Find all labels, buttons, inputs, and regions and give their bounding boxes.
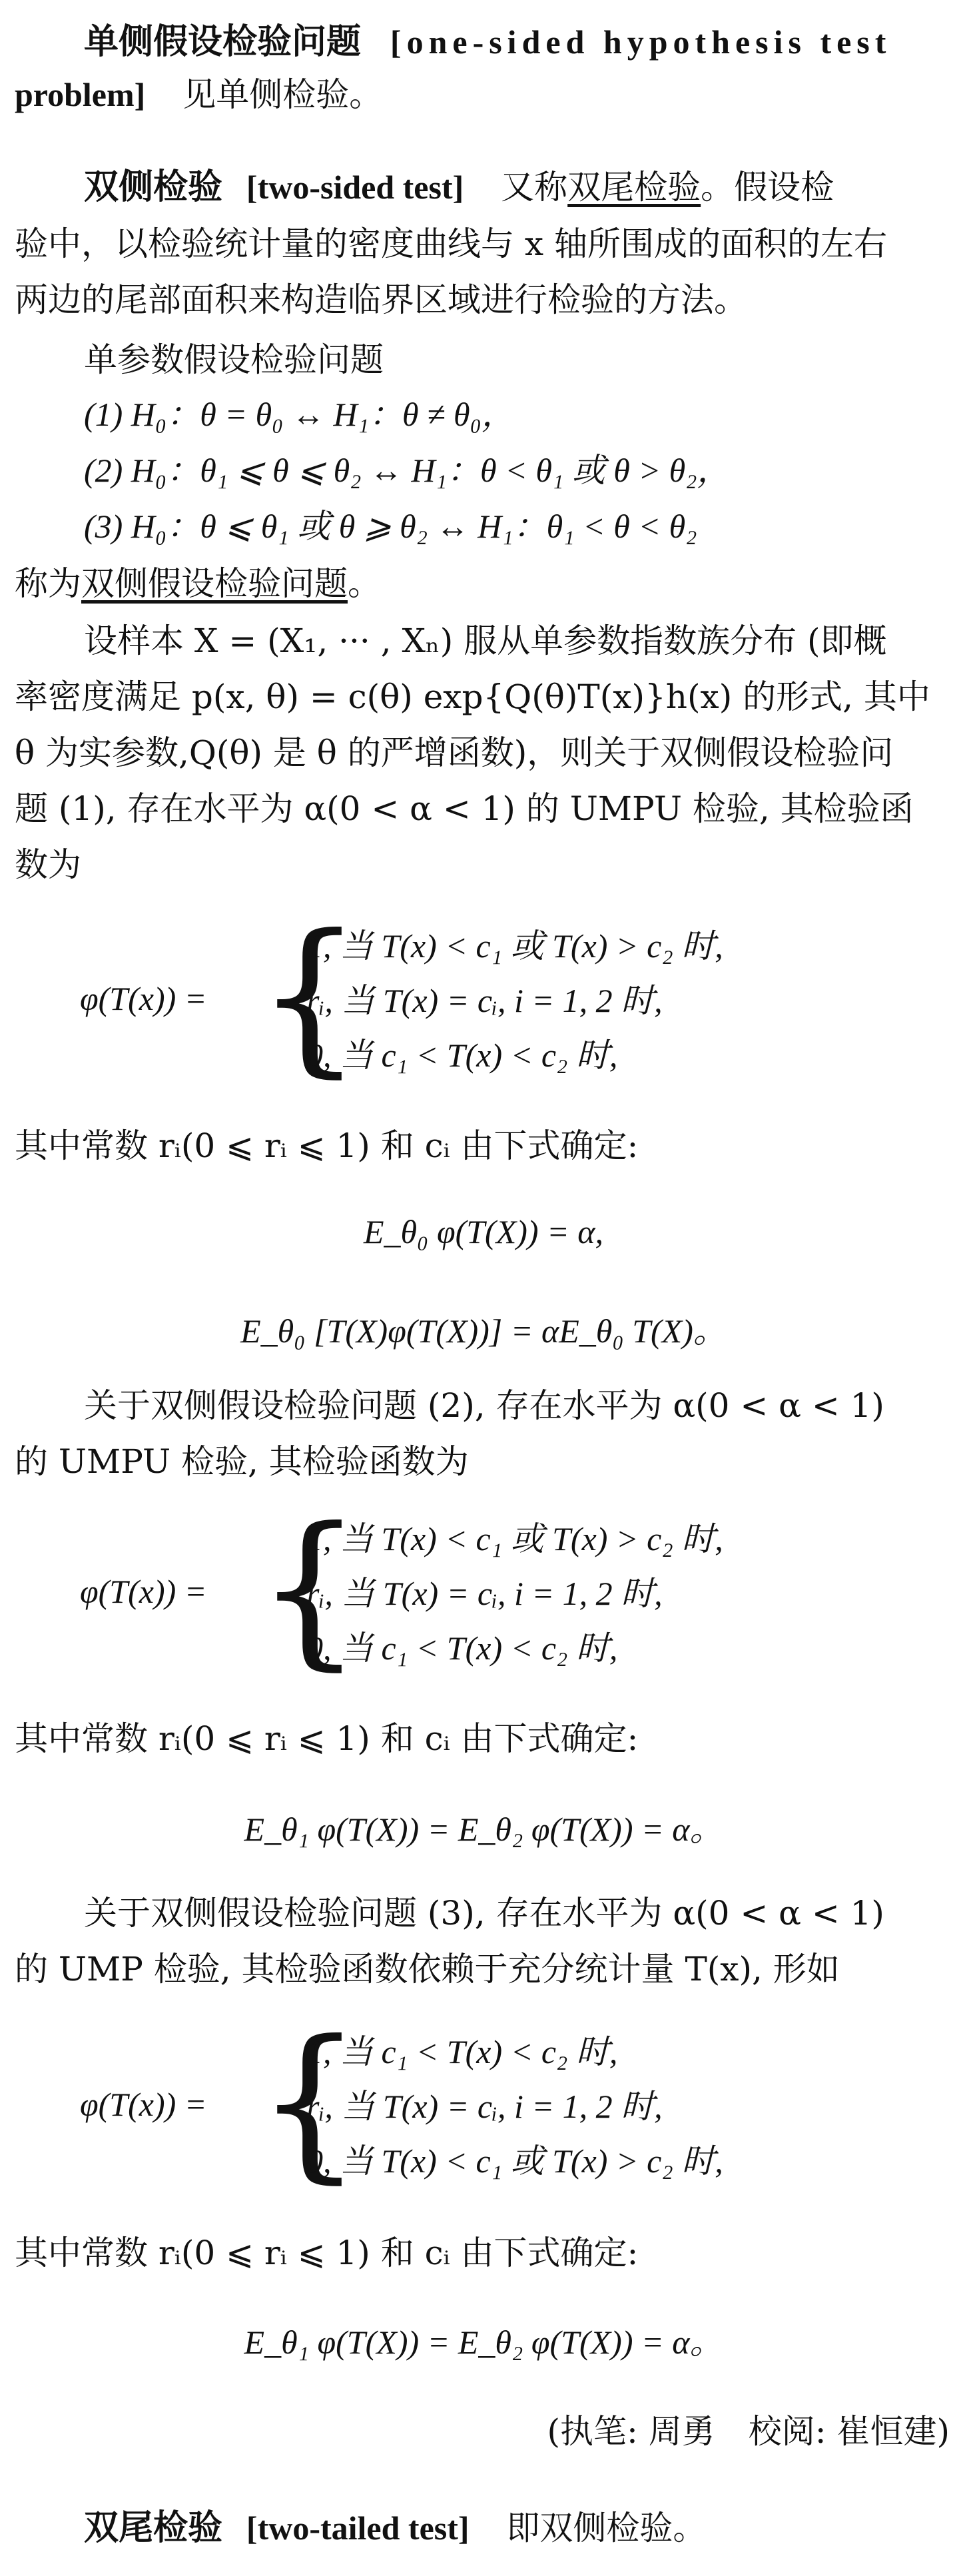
headword-one-sided: 单侧假设检验问题 [84, 22, 362, 62]
piecewise-formula-2 [0, 1492, 967, 1685]
called-term: 双侧假设检验问题 [81, 564, 348, 603]
paragraph-line: 的 UMPU 检验, 其检验函数为 [15, 1442, 469, 1481]
definition-start: 。假设检 [701, 168, 834, 207]
brace: { [256, 1492, 363, 1685]
english-term-two-tailed: [two-tailed test] [246, 2509, 470, 2547]
equation-4: E_θ₁ φ(T(X)) = E_θ₂ φ(T(X)) = α。 [244, 2324, 723, 2361]
see-reference: 见单侧检验。 [182, 75, 383, 114]
formula-lhs: φ(T(x)) = [80, 2086, 207, 2123]
equation-2: E_θ₀ [T(X)φ(T(X))] = αE_θ₀ T(X)。 [240, 1312, 727, 1350]
english-term-two-sided: [two-sided test] [246, 169, 464, 206]
paragraph-line: 题 (1), 存在水平为 α(0 < α < 1) 的 UMPU 检验, 其检验函 [15, 789, 914, 828]
case-3: 0, 当 c₁ < T(x) < c₂ 时, [306, 1629, 618, 1667]
equation-1: E_θ₀ φ(T(X)) = α, [363, 1213, 604, 1250]
hypothesis-1: (1) H₀：θ = θ₀ ↔ H₁：θ ≠ θ₀， [84, 396, 515, 433]
case-3: 0, 当 c₁ < T(x) < c₂ 时, [306, 1037, 618, 1074]
english-term-one-sided-cont: problem] [15, 76, 146, 113]
headword-two-sided: 双侧检验 [84, 167, 223, 207]
case-3: 0, 当 T(x) < c₁ 或 T(x) > c₂ 时, [306, 2142, 723, 2180]
paragraph-line: 设样本 X = (X₁, ··· , Xₙ) 服从单参数指数族分布 (即概 [84, 622, 887, 660]
paragraph-line: 数为 [15, 845, 81, 884]
definition-line: 两边的尾部面积来构造临界区域进行检验的方法。 [15, 280, 747, 319]
constants-line: 其中常数 rᵢ(0 ⩽ rᵢ ⩽ 1) 和 cᵢ 由下式确定: [15, 1126, 639, 1165]
alias-prefix: 又称 [501, 168, 568, 207]
credit-line: (执笔: 周勇 校阅: 崔恒建) [547, 2412, 950, 2451]
called-line [15, 557, 967, 605]
hypothesis-2: (2) H₀：θ₁ ⩽ θ ⩽ θ₂ ↔ H₁：θ < θ₁ 或 θ > θ₂， [84, 452, 731, 489]
hypothesis-3: (3) H₀：θ ⩽ θ₁ 或 θ ⩾ θ₂ ↔ H₁：θ₁ < θ < θ₂ [84, 508, 697, 545]
called-suffix: 。 [348, 564, 381, 603]
paragraph-line: 关于双侧假设检验问题 (3), 存在水平为 α(0 < α < 1) [84, 1894, 884, 1932]
definition-line: 验中，以检验统计量的密度曲线与 x 轴所围成的面积的左右 [15, 224, 887, 263]
paragraph-line: 关于双侧假设检验问题 (2), 存在水平为 α(0 < α < 1) [84, 1386, 884, 1425]
constants-line: 其中常数 rᵢ(0 ⩽ rᵢ ⩽ 1) 和 cᵢ 由下式确定: [15, 2234, 639, 2272]
formula-lhs: φ(T(x)) = [80, 980, 207, 1017]
subsection-title: 单参数假设检验问题 [84, 340, 384, 379]
case-1: 1, 当 c₁ < T(x) < c₂ 时, [306, 2033, 618, 2070]
piecewise-formula-1 [0, 899, 967, 1092]
headword-two-tailed: 双尾检验 [84, 2508, 223, 2548]
constants-line: 其中常数 rᵢ(0 ⩽ rᵢ ⩽ 1) 和 cᵢ 由下式确定: [15, 1719, 639, 1758]
case-1: 1, 当 T(x) < c₁ 或 T(x) > c₂ 时, [306, 1520, 723, 1557]
case-2: rᵢ, 当 T(x) = cᵢ, i = 1, 2 时, [306, 982, 663, 1019]
entry-two-sided-line1 [84, 159, 967, 209]
entry-two-tailed [84, 2499, 967, 2549]
alias-term: 双尾检验 [567, 168, 701, 207]
formula-lhs: φ(T(x)) = [80, 1573, 207, 1610]
see-reference: 即双侧检验。 [506, 2509, 707, 2547]
case-2: rᵢ, 当 T(x) = cᵢ, i = 1, 2 时, [306, 1575, 663, 1612]
brace: { [256, 899, 363, 1092]
paragraph-line: θ 为实参数,Q(θ) 是 θ 的严增函数)，则关于双侧假设检验问 [15, 733, 894, 772]
case-1: 1, 当 T(x) < c₁ 或 T(x) > c₂ 时, [306, 927, 723, 965]
called-prefix: 称为 [15, 564, 81, 603]
english-term-one-sided: [one-sided hypothesis test [390, 23, 892, 61]
entry-one-sided-line1 [84, 13, 963, 63]
entry-one-sided-line2 [15, 68, 967, 116]
case-2: rᵢ, 当 T(x) = cᵢ, i = 1, 2 时, [306, 2088, 663, 2125]
paragraph-line: 的 UMP 检验, 其检验函数依赖于充分统计量 T(x), 形如 [15, 1950, 840, 1988]
brace: { [256, 2004, 363, 2198]
equation-3: E_θ₁ φ(T(X)) = E_θ₂ φ(T(X)) = α。 [244, 1811, 723, 1848]
piecewise-formula-3 [0, 2004, 967, 2198]
paragraph-line: 率密度满足 p(x, θ) = c(θ) exp{Q(θ)T(x)}h(x) 的形式, 其中 [15, 677, 930, 716]
